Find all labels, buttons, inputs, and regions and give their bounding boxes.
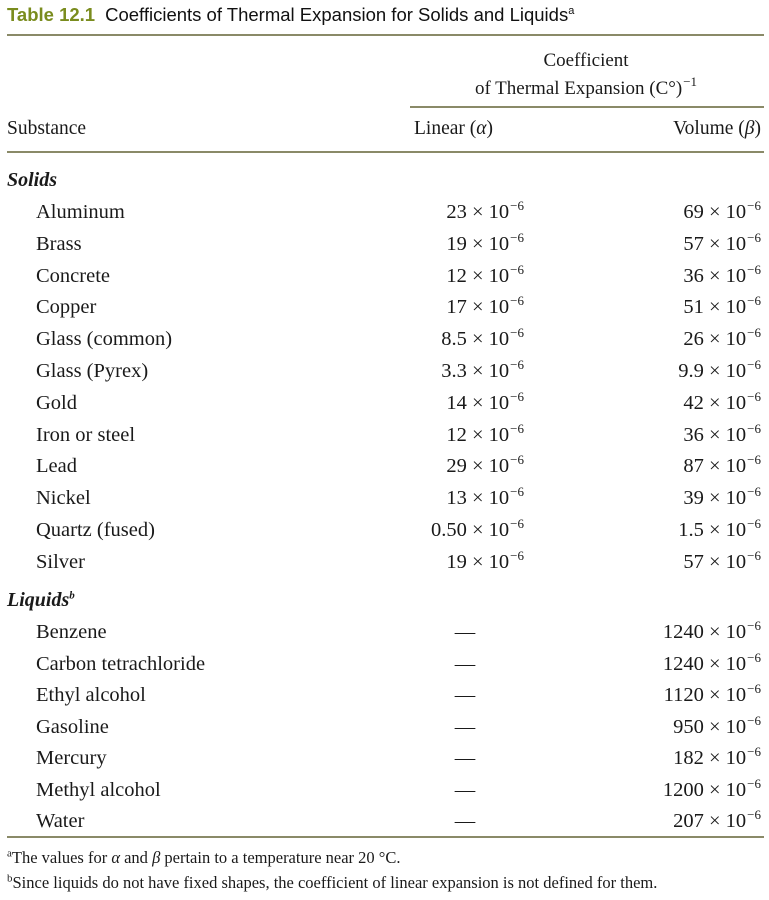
footnote-b (7, 872, 657, 894)
linear-value: 13 (446, 487, 467, 510)
volume-base: × 10 (708, 747, 747, 769)
linear-value: 29 (446, 455, 467, 478)
table-title-bar (7, 4, 574, 30)
volume-value: 182 (673, 747, 704, 769)
linear-exponent: −6 (510, 293, 524, 309)
linear-exponent: −6 (510, 261, 524, 277)
linear-value: 19 (446, 232, 467, 255)
substance-name: Nickel (36, 487, 91, 510)
linear-exponent: −6 (510, 388, 524, 404)
substance-name: Benzene (36, 621, 107, 643)
table-row (0, 419, 769, 451)
linear-not-defined: — (454, 684, 476, 706)
substance-name: Copper (36, 296, 97, 319)
linear-base: × 10 (471, 232, 510, 255)
substance-name: Gasoline (36, 715, 109, 738)
table-row (0, 482, 769, 514)
volume-exponent: −6 (747, 484, 761, 500)
table-row (0, 648, 769, 680)
volume-coefficient (673, 711, 761, 743)
footnote-a-text1: The values for (11, 848, 112, 867)
substance-name: Methyl alcohol (36, 778, 161, 801)
linear-coefficient (446, 387, 524, 419)
linear-base: × 10 (471, 487, 510, 510)
linear-not-defined: — (454, 810, 476, 832)
table-row (0, 514, 769, 546)
substance-name: Quartz (fused) (36, 519, 155, 541)
beta-symbol: β (744, 118, 755, 139)
volume-base: × 10 (708, 652, 747, 675)
volume-coefficient (678, 355, 761, 387)
linear-exponent: −6 (510, 325, 524, 341)
footnote-b-text: Since liquids do not have fixed shapes, the coefficient of linear expansion is not defined for them. (12, 873, 658, 892)
linear-value: 17 (446, 296, 467, 319)
volume-base: × 10 (708, 264, 747, 287)
volume-exponent: −6 (747, 516, 761, 531)
volume-value: 51 (683, 296, 704, 319)
volume-coefficient (683, 260, 761, 292)
table-row (0, 679, 769, 711)
group-header-line2-text: of Thermal Expansion (C°) (474, 78, 683, 99)
linear-value: 8.5 (441, 328, 467, 351)
substance-name: Mercury (36, 747, 107, 769)
volume-value: 1240 (662, 652, 704, 675)
linear-coefficient (446, 419, 524, 451)
header-rule (7, 151, 764, 153)
table-row (0, 387, 769, 419)
group-header-rule (410, 106, 764, 108)
volume-coefficient (673, 805, 761, 837)
volume-coefficient (664, 679, 761, 711)
linear-coefficient (446, 196, 524, 228)
linear-not-defined: — (454, 715, 476, 738)
substance-name: Glass (Pyrex) (36, 360, 149, 382)
volume-value: 39 (683, 487, 704, 510)
section-liquids-label: Liquids (7, 589, 70, 611)
volume-base: × 10 (708, 423, 747, 446)
volume-base: × 10 (708, 455, 747, 478)
volume-base: × 10 (708, 232, 747, 255)
footnote-a-mark: a (7, 847, 12, 860)
group-header-line2 (410, 73, 762, 104)
volume-coefficient (678, 514, 761, 546)
volume-coefficient (673, 742, 761, 774)
table-row (0, 805, 769, 837)
volume-exponent: −6 (747, 712, 761, 728)
linear-coefficient (446, 260, 524, 292)
top-rule (7, 34, 764, 36)
volume-value: 1200 (662, 778, 704, 801)
volume-value: 36 (683, 264, 704, 287)
column-header-linear-text: Linear ( (414, 118, 477, 139)
table-row (0, 450, 769, 482)
volume-exponent: −6 (747, 681, 761, 696)
linear-exponent: −6 (510, 420, 524, 436)
table-row (0, 196, 769, 228)
volume-value: 9.9 (678, 360, 704, 382)
linear-base: × 10 (471, 296, 510, 319)
substance-name: Glass (common) (36, 328, 173, 351)
linear-exponent: −6 (510, 452, 524, 468)
title-footnote-mark: a (568, 4, 575, 17)
linear-not-defined: — (454, 621, 476, 643)
volume-value: 69 (683, 201, 704, 223)
linear-value: 14 (446, 391, 467, 414)
table-row (0, 323, 769, 355)
volume-coefficient (663, 774, 761, 806)
linear-value: 12 (446, 264, 467, 287)
column-header-linear (414, 116, 493, 142)
volume-base: × 10 (708, 684, 747, 706)
volume-exponent: −6 (747, 807, 761, 822)
column-header-volume-close: ) (754, 118, 761, 139)
volume-base: × 10 (708, 296, 747, 319)
linear-base: × 10 (471, 201, 510, 223)
volume-exponent: −6 (747, 618, 761, 633)
volume-value: 87 (683, 455, 704, 478)
substance-name: Concrete (36, 264, 110, 287)
linear-exponent: −6 (510, 357, 524, 372)
group-header-exponent: −1 (683, 74, 698, 89)
substance-name: Water (36, 810, 85, 832)
section-solids: Solids (7, 169, 58, 191)
volume-base: × 10 (708, 621, 747, 643)
column-header-volume-text: Volume ( (673, 118, 745, 139)
table-row (0, 228, 769, 260)
volume-exponent: −6 (747, 775, 761, 791)
linear-exponent: −6 (510, 547, 524, 563)
table-row (0, 616, 769, 648)
linear-coefficient (446, 291, 524, 323)
linear-base: × 10 (471, 360, 510, 382)
column-header-volume (673, 116, 761, 142)
footnote-b-mark: b (7, 872, 13, 885)
linear-coefficient (446, 228, 524, 260)
linear-base: × 10 (471, 455, 510, 478)
linear-base: × 10 (471, 550, 510, 573)
linear-coefficient (446, 450, 524, 482)
table-row (0, 291, 769, 323)
footnote-a-text2: and (119, 848, 153, 867)
volume-base: × 10 (708, 810, 747, 832)
volume-coefficient (683, 291, 761, 323)
volume-value: 1.5 (678, 519, 704, 541)
substance-name: Iron or steel (36, 423, 136, 446)
footnote-a (7, 847, 401, 869)
table-row (0, 355, 769, 387)
linear-not-defined: — (454, 652, 476, 675)
volume-base: × 10 (708, 550, 747, 573)
footnote-alpha: α (111, 848, 120, 867)
volume-base: × 10 (708, 391, 747, 414)
volume-value: 26 (683, 328, 704, 351)
linear-exponent: −6 (510, 516, 524, 531)
volume-exponent: −6 (747, 420, 761, 436)
volume-coefficient (683, 387, 761, 419)
linear-exponent: −6 (510, 484, 524, 500)
volume-value: 57 (683, 232, 704, 255)
volume-exponent: −6 (747, 388, 761, 404)
linear-base: × 10 (471, 328, 510, 351)
volume-base: × 10 (708, 715, 747, 738)
linear-coefficient (446, 482, 524, 514)
table-row (0, 774, 769, 806)
volume-coefficient (683, 419, 761, 451)
volume-exponent: −6 (747, 293, 761, 309)
linear-coefficient (431, 514, 524, 546)
volume-exponent: −6 (747, 357, 761, 372)
volume-exponent: −6 (747, 744, 761, 759)
substance-name: Brass (36, 232, 82, 255)
footnote-beta: β (152, 848, 161, 867)
substance-name: Aluminum (36, 201, 125, 223)
volume-coefficient (683, 196, 761, 228)
linear-base: × 10 (471, 391, 510, 414)
substance-name: Gold (36, 391, 77, 414)
volume-base: × 10 (708, 360, 747, 382)
table-row (0, 742, 769, 774)
volume-exponent: −6 (747, 325, 761, 341)
volume-coefficient (683, 482, 761, 514)
alpha-symbol: α (476, 118, 487, 139)
column-header-substance: Substance (7, 118, 87, 139)
volume-exponent: −6 (747, 547, 761, 563)
volume-exponent: −6 (747, 649, 761, 665)
volume-base: × 10 (708, 201, 747, 223)
volume-value: 42 (683, 391, 704, 414)
volume-exponent: −6 (747, 261, 761, 277)
substance-name: Silver (36, 550, 85, 573)
volume-value: 1120 (663, 684, 704, 706)
table-row (0, 711, 769, 743)
substance-name: Lead (36, 455, 77, 478)
linear-value: 3.3 (441, 360, 467, 382)
footnote-a-text3: pertain to a temperature near 20 °C. (160, 848, 401, 867)
volume-base: × 10 (708, 487, 747, 510)
volume-coefficient (683, 450, 761, 482)
group-header-line1: Coefficient (543, 50, 629, 71)
table-title-text: Coefficients of Thermal Expansion for Solids and Liquids (105, 4, 569, 25)
linear-coefficient (446, 546, 524, 578)
volume-coefficient (683, 546, 761, 578)
linear-value: 19 (446, 550, 467, 573)
volume-value: 36 (683, 423, 704, 446)
volume-coefficient (683, 323, 761, 355)
volume-value: 1240 (662, 621, 704, 643)
linear-exponent: −6 (510, 229, 524, 245)
section-liquids (7, 587, 75, 613)
substance-name: Ethyl alcohol (36, 684, 146, 706)
linear-value: 23 (446, 201, 467, 223)
volume-coefficient (663, 648, 761, 680)
volume-coefficient (683, 228, 761, 260)
volume-value: 57 (683, 550, 704, 573)
liquids-footnote-mark: b (69, 589, 75, 602)
volume-base: × 10 (708, 778, 747, 801)
linear-value: 12 (446, 423, 467, 446)
volume-base: × 10 (708, 328, 747, 351)
table-row (0, 260, 769, 292)
table-title (105, 4, 574, 26)
linear-coefficient (441, 355, 524, 387)
volume-exponent: −6 (747, 229, 761, 245)
linear-base: × 10 (471, 264, 510, 287)
volume-exponent: −6 (747, 452, 761, 468)
linear-base: × 10 (471, 519, 510, 541)
table-label: Table 12.1 (7, 4, 96, 25)
substance-name: Carbon tetrachloride (36, 652, 206, 675)
column-header-linear-close: ) (486, 118, 494, 139)
table-row (0, 546, 769, 578)
linear-base: × 10 (471, 423, 510, 446)
volume-value: 207 (673, 810, 704, 832)
volume-value: 950 (673, 715, 704, 738)
linear-value: 0.50 (430, 519, 467, 541)
linear-coefficient (441, 323, 524, 355)
volume-base: × 10 (708, 519, 747, 541)
linear-not-defined: — (454, 778, 476, 801)
bottom-rule (7, 836, 764, 838)
volume-exponent: −6 (747, 198, 761, 213)
linear-not-defined: — (454, 747, 476, 769)
volume-coefficient (663, 616, 761, 648)
linear-exponent: −6 (510, 198, 524, 213)
